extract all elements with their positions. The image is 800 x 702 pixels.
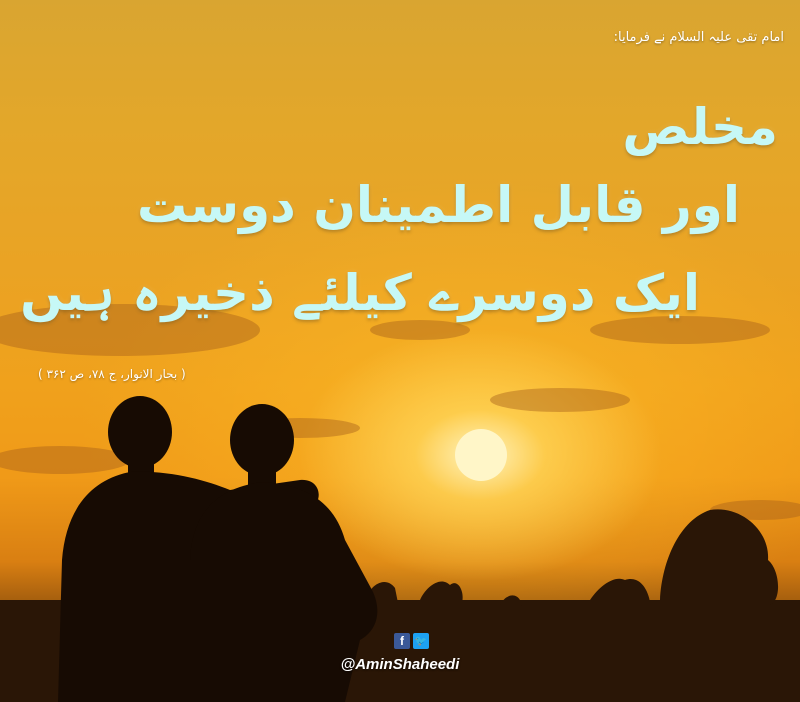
quote-line-3: ایک دوسرے کیلئے ذخیرہ ہیں — [20, 264, 700, 322]
sun — [455, 429, 507, 481]
quote-line-2: اور قابل اطمینان دوست — [136, 176, 740, 234]
facebook-icon: f — [394, 633, 410, 649]
quote-line-1: مخلص — [622, 98, 778, 156]
reference-citation: ( بحار الانوار، ج ۷۸، ص ۳۶۲ ) — [38, 367, 186, 381]
social-icons — [394, 633, 429, 649]
twitter-icon: 🐦 — [413, 633, 429, 649]
social-handle: @AminShaheedi — [340, 656, 460, 673]
attribution-text: امام تقی علیہ السلام نے فرمایا: — [613, 30, 784, 45]
